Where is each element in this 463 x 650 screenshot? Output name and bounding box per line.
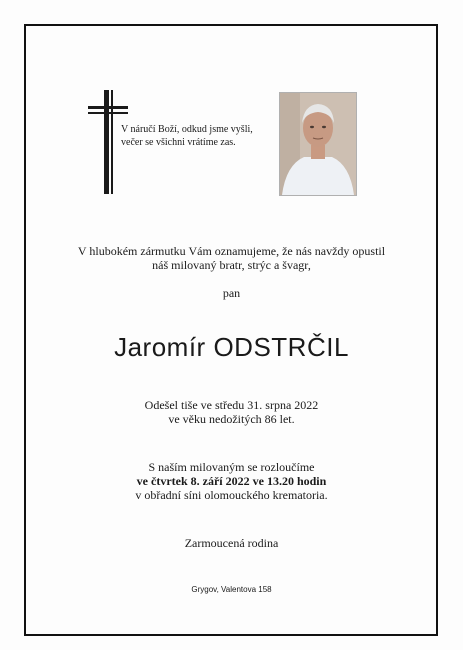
verse-line: večer se všichni vrátíme zas. <box>121 137 236 148</box>
intro <box>0 244 463 272</box>
funeral-info <box>0 460 463 502</box>
verse-line: V náručí Boží, odkud jsme vyšli, <box>121 124 253 135</box>
death-line: ve věku nedožitých 86 let. <box>168 412 295 426</box>
verse <box>121 123 281 149</box>
funeral-date: ve čtvrtek 8. září 2022 ve 13.20 hodin <box>136 474 327 488</box>
death-notice <box>0 398 463 426</box>
first-name: Jaromír <box>114 332 206 362</box>
funeral-place: v obřadní síni olomouckého krematoria. <box>135 488 328 502</box>
death-line: Odešel tiše ve středu 31. srpna 2022 <box>144 398 319 412</box>
address: Grygov, Valentova 158 <box>191 585 272 594</box>
deceased-name <box>0 332 463 363</box>
title-word: pan <box>222 286 241 300</box>
intro-line: V hlubokém zármutku Vám oznamujeme, že nás navždy opustil <box>77 244 386 258</box>
intro-line: náš milovaný bratr, strýc a švagr, <box>152 258 311 272</box>
portrait-photo <box>279 92 357 196</box>
last-name: ODSTRČIL <box>213 332 349 362</box>
signature: Zarmoucená rodina <box>184 536 279 550</box>
funeral-line: S naším milovaným se rozloučíme <box>148 460 315 474</box>
